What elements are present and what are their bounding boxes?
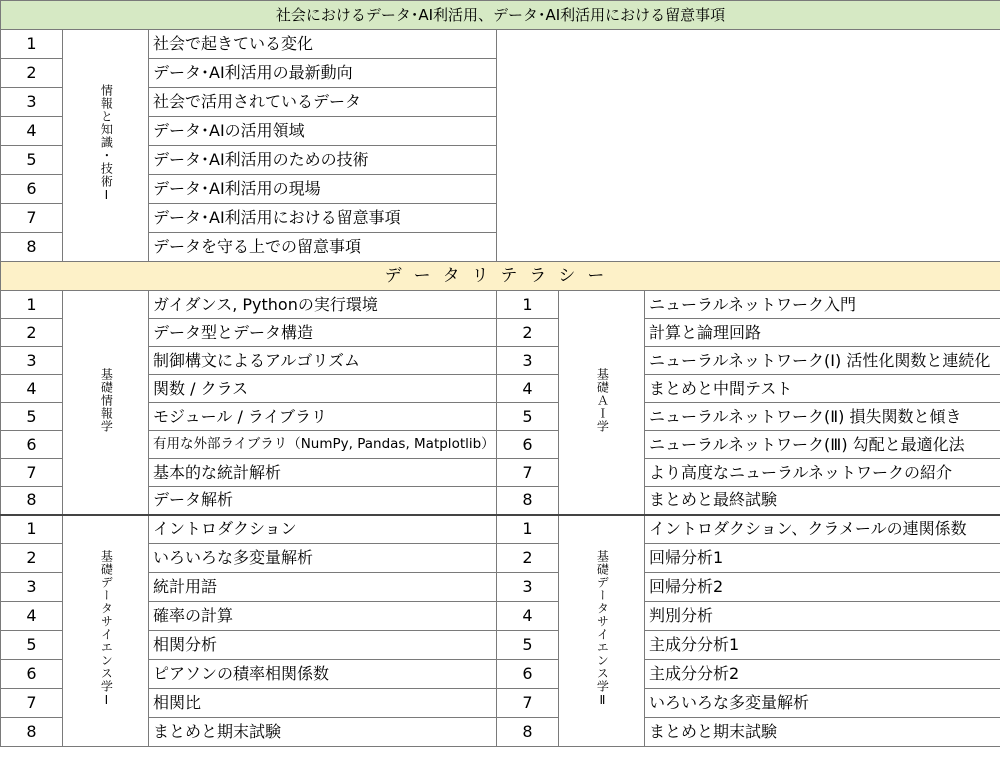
topic-cell: データ解析 <box>149 487 497 515</box>
right-block2-category-label: 基礎データサイエンス学Ⅱ <box>595 549 610 708</box>
row-number: 6 <box>497 660 559 689</box>
topic-cell: まとめと期末試験 <box>149 718 497 747</box>
topic-cell: 関数 / クラス <box>149 375 497 403</box>
topic-cell: 基本的な統計解析 <box>149 459 497 487</box>
topic-cell: データ･AI利活用における留意事項 <box>149 204 497 233</box>
topic-cell: ニューラルネットワーク(Ⅰ) 活性化関数と連続化 <box>645 347 1000 375</box>
row-number: 8 <box>1 718 63 747</box>
topic-cell: 統計用語 <box>149 573 497 602</box>
row-number: 6 <box>497 431 559 459</box>
table-row <box>1 544 1000 573</box>
topic-cell: データを守る上での留意事項 <box>149 233 497 262</box>
table-row <box>1 487 1000 515</box>
row-number: 3 <box>1 88 63 117</box>
table-row <box>1 431 1000 459</box>
topic-cell: 社会で活用されているデータ <box>149 88 497 117</box>
section2-title: データリテラシー <box>1 262 1000 291</box>
row-number: 1 <box>497 291 559 319</box>
topic-cell: 相関分析 <box>149 631 497 660</box>
row-number: 6 <box>1 175 63 204</box>
table-row <box>1 660 1000 689</box>
topic-cell: より高度なニューラルネットワークの紹介 <box>645 459 1000 487</box>
topic-cell: ガイダンス, Pythonの実行環境 <box>149 291 497 319</box>
row-number: 1 <box>1 291 63 319</box>
row-number: 8 <box>1 487 63 515</box>
left-block2-category <box>63 515 149 747</box>
row-number: 2 <box>497 319 559 347</box>
right-block2-category <box>559 515 645 747</box>
row-number: 2 <box>497 544 559 573</box>
topic-cell: まとめと期末試験 <box>645 718 1000 747</box>
table-row <box>1 375 1000 403</box>
left-block2-category-label: 基礎データサイエンス学Ⅰ <box>99 549 114 708</box>
topic-cell: 制御構文によるアルゴリズム <box>149 347 497 375</box>
row-number: 1 <box>497 515 559 544</box>
table-row <box>1 718 1000 747</box>
table-row <box>1 689 1000 718</box>
table-row <box>1 515 1000 544</box>
row-number: 4 <box>497 375 559 403</box>
row-number: 3 <box>1 347 63 375</box>
row-number: 5 <box>1 631 63 660</box>
row-number: 6 <box>1 431 63 459</box>
topic-cell: ニューラルネットワーク入門 <box>645 291 1000 319</box>
row-number: 1 <box>1 515 63 544</box>
table-row <box>1 30 1000 59</box>
row-number: 7 <box>1 689 63 718</box>
row-number: 4 <box>1 375 63 403</box>
row-number: 7 <box>1 204 63 233</box>
row-number: 8 <box>497 718 559 747</box>
row-number: 5 <box>497 403 559 431</box>
row-number: 7 <box>497 689 559 718</box>
left-block1-category-label: 基礎情報学 <box>99 367 114 433</box>
topic-cell: データ･AI利活用の現場 <box>149 175 497 204</box>
topic-cell: まとめと中間テスト <box>645 375 1000 403</box>
row-number: 6 <box>1 660 63 689</box>
row-number: 5 <box>497 631 559 660</box>
row-number: 4 <box>497 602 559 631</box>
section1-header-row <box>1 1 1000 30</box>
row-number: 5 <box>1 403 63 431</box>
topic-cell: データ･AI利活用の最新動向 <box>149 59 497 88</box>
topic-cell: 計算と論理回路 <box>645 319 1000 347</box>
topic-cell: 相関比 <box>149 689 497 718</box>
topic-cell: イントロダクション <box>149 515 497 544</box>
topic-cell: 社会で起きている変化 <box>149 30 497 59</box>
topic-cell: イントロダクション、クラメールの連関係数 <box>645 515 1000 544</box>
row-number: 2 <box>1 59 63 88</box>
row-number: 3 <box>497 573 559 602</box>
row-number: 1 <box>1 30 63 59</box>
row-number: 3 <box>497 347 559 375</box>
topic-cell: データ･AI利活用のための技術 <box>149 146 497 175</box>
section1-category <box>63 30 149 262</box>
topic-cell: ニューラルネットワーク(Ⅲ) 勾配と最適化法 <box>645 431 1000 459</box>
section2-header-row <box>1 262 1000 291</box>
topic-cell: 回帰分析1 <box>645 544 1000 573</box>
topic-cell: 確率の計算 <box>149 602 497 631</box>
table-row <box>1 291 1000 319</box>
row-number: 4 <box>1 117 63 146</box>
topic-cell: モジュール / ライブラリ <box>149 403 497 431</box>
table-row <box>1 403 1000 431</box>
topic-cell: 回帰分析2 <box>645 573 1000 602</box>
topic-cell: いろいろな多変量解析 <box>645 689 1000 718</box>
topic-cell: ニューラルネットワーク(Ⅱ) 損失関数と傾き <box>645 403 1000 431</box>
table-row <box>1 319 1000 347</box>
row-number: 8 <box>1 233 63 262</box>
table-row <box>1 347 1000 375</box>
table-row <box>1 631 1000 660</box>
topic-cell: 有用な外部ライブラリ（NumPy, Pandas, Matplotlib） <box>149 431 497 459</box>
row-number: 7 <box>1 459 63 487</box>
empty-area <box>497 30 1000 262</box>
table-row <box>1 459 1000 487</box>
topic-cell: いろいろな多変量解析 <box>149 544 497 573</box>
row-number: 5 <box>1 146 63 175</box>
table-row <box>1 573 1000 602</box>
right-block1-category-label: 基礎ＡＩ学 <box>595 367 610 433</box>
row-number: 7 <box>497 459 559 487</box>
topic-cell: データ型とデータ構造 <box>149 319 497 347</box>
row-number: 2 <box>1 544 63 573</box>
section1-category-label: 情報と知識・技術Ⅰ <box>99 84 114 204</box>
topic-cell: ピアソンの積率相関係数 <box>149 660 497 689</box>
section1-title: 社会におけるデータ･AI利活用、データ･AI利活用における留意事項 <box>1 1 1000 30</box>
topic-cell: 主成分分析1 <box>645 631 1000 660</box>
left-block1-category <box>63 291 149 515</box>
topic-cell: データ･AIの活用領域 <box>149 117 497 146</box>
row-number: 8 <box>497 487 559 515</box>
row-number: 2 <box>1 319 63 347</box>
right-block1-category <box>559 291 645 515</box>
table-row <box>1 602 1000 631</box>
row-number: 3 <box>1 573 63 602</box>
topic-cell: 主成分分析2 <box>645 660 1000 689</box>
topic-cell: まとめと最終試験 <box>645 487 1000 515</box>
topic-cell: 判別分析 <box>645 602 1000 631</box>
row-number: 4 <box>1 602 63 631</box>
